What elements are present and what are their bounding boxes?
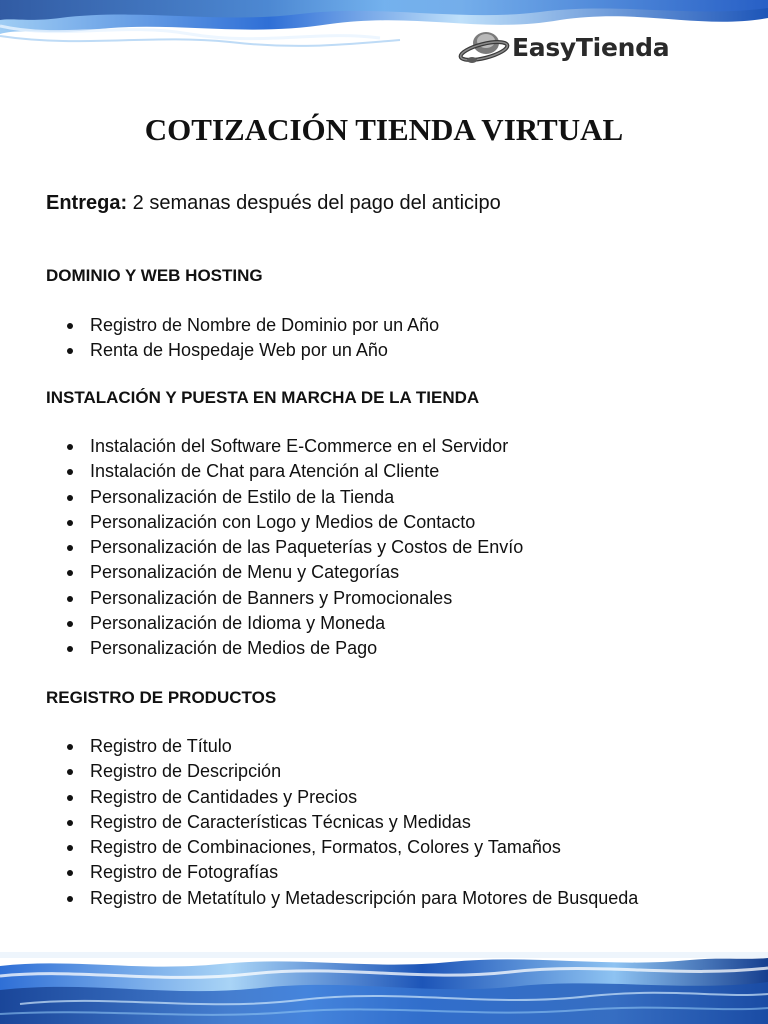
list-item: [46, 886, 638, 911]
list-item-text: Personalización de las Paqueterías y Costos de Envío: [90, 537, 524, 558]
list-item-text: Personalización con Logo y Medios de Contacto: [90, 511, 476, 532]
list-item-text: Registro de Características Técnicas y Medidas: [90, 811, 471, 832]
section-heading-products: REGISTRO DE PRODUCTOS: [46, 688, 277, 707]
delivery-label: Entrega:: [46, 192, 128, 214]
list-item: [46, 810, 638, 835]
list-item: [46, 485, 523, 510]
list-item: [46, 860, 638, 885]
list-item: [46, 459, 523, 484]
bullet-icon: [67, 646, 73, 652]
list-item: [46, 434, 523, 459]
bullet-icon: [67, 744, 73, 750]
list-item-text: Personalización de Menu y Categorías: [90, 562, 400, 583]
delivery-line: [46, 190, 501, 216]
list-item: [46, 785, 638, 810]
page-title: COTIZACIÓN TIENDA VIRTUAL: [144, 112, 624, 147]
hosting-list: [46, 313, 439, 364]
bottom-decorative-band: [0, 952, 768, 1024]
bullet-icon: [67, 469, 73, 475]
list-item: [46, 313, 439, 338]
easytienda-logo: [458, 24, 669, 70]
list-item: [46, 835, 638, 860]
delivery-value: 2 semanas después del pago del anticipo: [127, 192, 501, 214]
list-item-text: Registro de Cantidades y Precios: [90, 786, 358, 807]
list-item-text: Registro de Título: [90, 736, 232, 756]
list-item: [46, 611, 523, 636]
list-item: [46, 586, 523, 611]
list-item: [46, 560, 523, 585]
bullet-icon: [67, 870, 73, 876]
bullet-icon: [67, 444, 73, 450]
list-item: [46, 510, 523, 535]
list-item-text: Instalación del Software E-Commerce en el Servidor: [90, 436, 509, 456]
products-list: [46, 734, 638, 911]
bullet-icon: [67, 323, 73, 329]
list-item: [46, 338, 439, 363]
list-item-text: Renta de Hospedaje Web por un Año: [90, 340, 388, 361]
list-item: [46, 734, 638, 759]
bullet-icon: [67, 820, 73, 826]
bullet-icon: [67, 570, 73, 576]
list-item-text: Registro de Combinaciones, Formatos, Colores y Tamaños: [90, 837, 561, 858]
list-item-text: Registro de Metatítulo y Metadescripción para Motores de Busqueda: [90, 887, 639, 908]
bullet-icon: [67, 769, 73, 775]
bullet-icon: [67, 621, 73, 627]
bullet-icon: [67, 896, 73, 902]
list-item-text: Personalización de Medios de Pago: [90, 638, 378, 659]
bullet-icon: [67, 545, 73, 551]
section-heading-installation: INSTALACIÓN Y PUESTA EN MARCHA DE LA TIENDA: [46, 388, 480, 407]
list-item-text: Personalización de Banners y Promocionales: [90, 587, 453, 608]
list-item-text: Instalación de Chat para Atención al Cliente: [90, 461, 440, 482]
list-item: [46, 535, 523, 560]
ufo-icon: [458, 26, 510, 68]
installation-list: [46, 434, 523, 662]
list-item-text: Registro de Descripción: [90, 761, 282, 782]
list-item-text: Personalización de Estilo de la Tienda: [90, 486, 395, 507]
bullet-icon: [67, 845, 73, 851]
list-item: [46, 759, 638, 784]
list-item-text: Registro de Fotografías: [90, 862, 279, 883]
bullet-icon: [67, 520, 73, 526]
list-item: [46, 636, 523, 661]
list-item-text: Registro de Nombre de Dominio por un Año: [90, 315, 440, 335]
list-item-text: Personalización de Idioma y Moneda: [90, 613, 386, 634]
bullet-icon: [67, 495, 73, 501]
bullet-icon: [67, 596, 73, 602]
bullet-icon: [67, 795, 73, 801]
logo-text: EasyTienda: [512, 32, 670, 62]
bullet-icon: [67, 348, 73, 354]
section-heading-hosting: DOMINIO Y WEB HOSTING: [46, 266, 263, 285]
